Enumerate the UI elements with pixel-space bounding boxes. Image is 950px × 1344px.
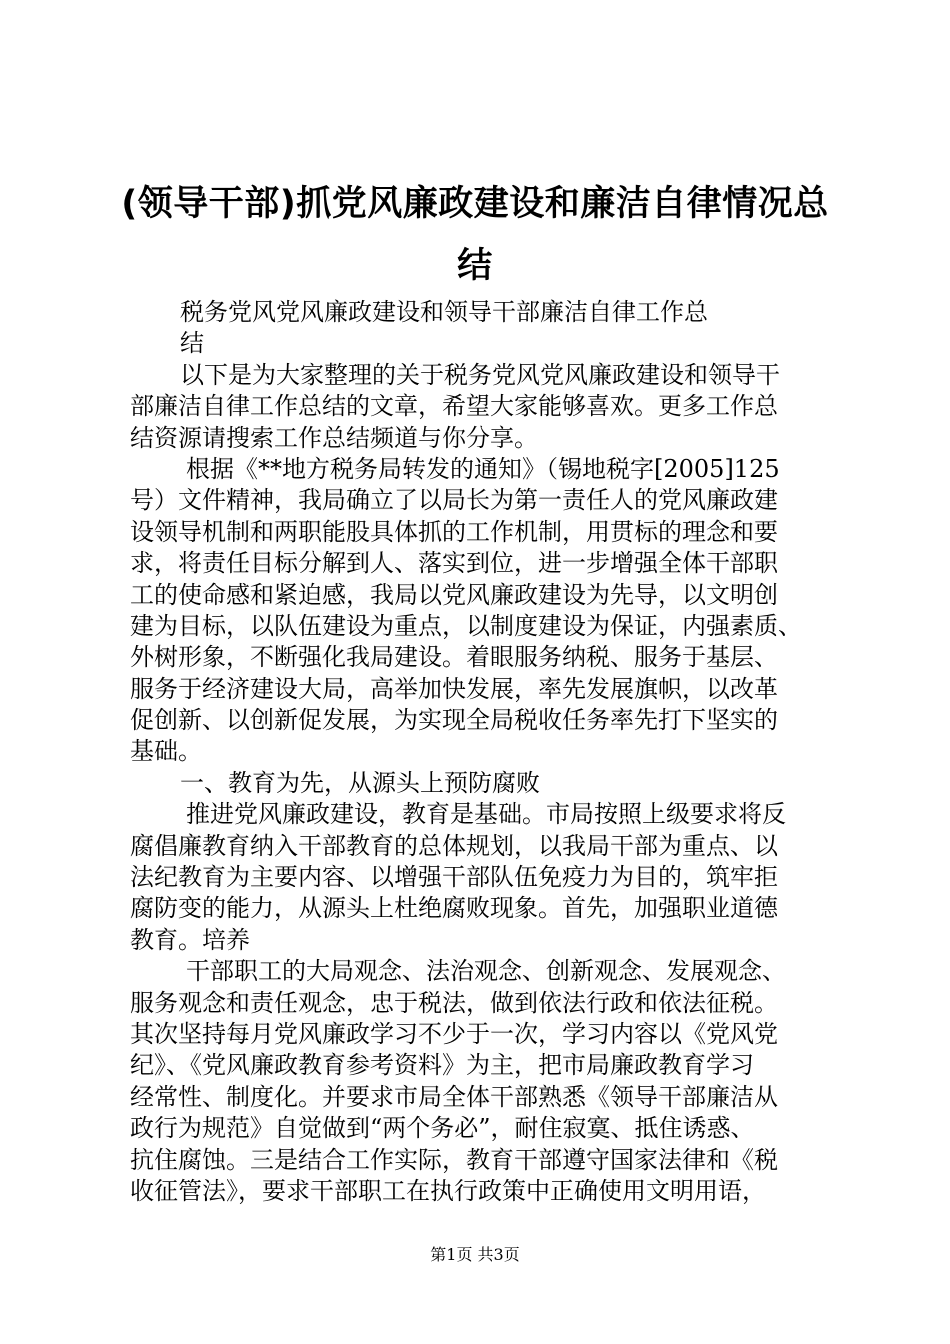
body-line: 服务观念和责任观念，忠于税法，做到依法行政和依法征税。 [130,988,778,1017]
body-line: 建为目标，以队伍建设为重点，以制度建设为保证，内强素质、 [130,611,802,640]
body-line: 号）文件精神，我局确立了以局长为第一责任人的党风廉政建 [130,486,778,515]
body-line: 腐防变的能力，从源头上杜绝腐败现象。首先，加强职业道德 [130,894,778,923]
page-footer: 第1页 共3页 [430,1245,520,1264]
body-line: 结 [180,329,204,358]
body-line: 教育。培养 [130,925,250,954]
body-line: 外树形象，不断强化我局建设。着眼服务纳税、服务于基层、 [130,643,778,672]
body-line: 其次坚持每月党风廉政学习不少于一次，学习内容以《党风党 [130,1019,778,1048]
body-line: 政行为规范》自觉做到“两个务必”，耐住寂寞、抵住诱惑、 [130,1114,755,1143]
document-body [130,297,830,1207]
body-line: 以下是为大家整理的关于税务党风党风廉政建设和领导干 [180,360,780,389]
document-title-line-1: (领导干部)抓党风廉政建设和廉洁自律情况总 [121,184,829,224]
body-line: 收征管法》，要求干部职工在执行政策中正确使用文明用语， [130,1176,766,1205]
body-line: 腐倡廉教育纳入干部教育的总体规划，以我局干部为重点、以 [130,831,778,860]
body-line: 干部职工的大局观念、法治观念、创新观念、发展观念、 [186,957,786,986]
body-line: 一、教育为先，从源头上预防腐败 [180,768,540,797]
body-line: 税务党风党风廉政建设和领导干部廉洁自律工作总 [180,298,708,326]
body-line: 基础。 [130,737,202,766]
body-line: 根据《**地方税务局转发的通知》（锡地税字[2005]125 [186,454,780,483]
body-line: 抗住腐蚀。三是结合工作实际，教育干部遵守国家法律和《税 [130,1145,778,1174]
body-line: 求，将责任目标分解到人、落实到位，进一步增强全体干部职 [130,549,778,578]
body-line: 经常性、制度化。并要求市局全体干部熟悉《领导干部廉洁从 [130,1082,778,1111]
body-line: 结资源请搜索工作总结频道与你分享。 [130,423,538,452]
body-line: 推进党风廉政建设，教育是基础。市局按照上级要求将反 [186,800,786,829]
body-line: 法纪教育为主要内容、以增强干部队伍免疫力为目的，筑牢拒 [130,863,778,892]
body-line: 纪》、《党风廉政教育参考资料》为主，把市局廉政教育学习 [130,1051,754,1080]
body-line: 促创新、以创新促发展，为实现全局税收任务率先打下坚实的 [130,706,778,735]
body-line: 部廉洁自律工作总结的文章，希望大家能够喜欢。更多工作总 [130,392,778,421]
body-line: 工的使命感和紧迫感，我局以党风廉政建设为先导，以文明创 [130,580,778,609]
body-line: 设领导机制和两职能股具体抓的工作机制，用贯标的理念和要 [130,517,778,546]
document-title-line-2: 结 [457,246,493,286]
body-line: 服务于经济建设大局，高举加快发展，率先发展旗帜，以改革 [130,674,778,703]
